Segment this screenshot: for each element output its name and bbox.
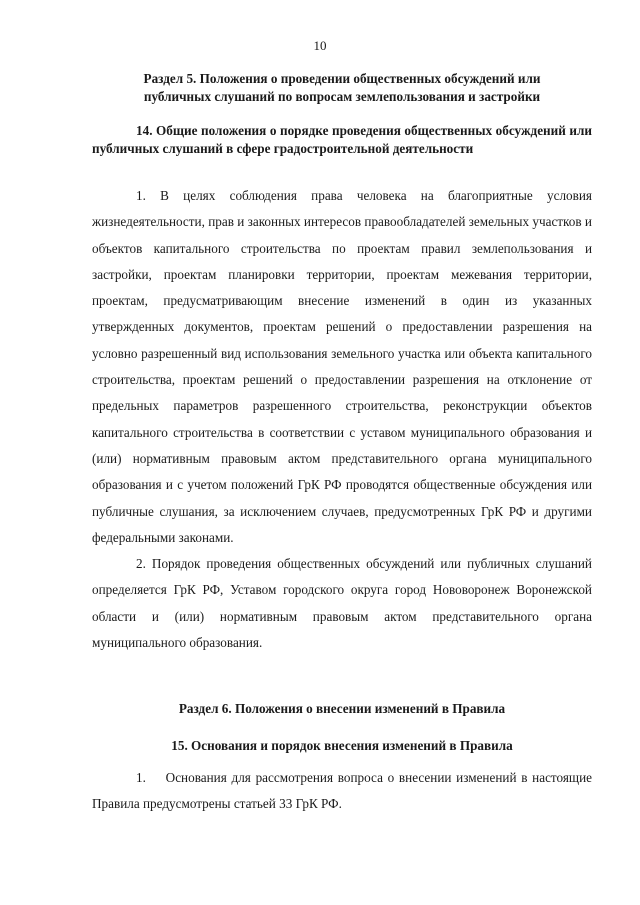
- section-5-heading-line-2: публичных слушаний по вопросам землепользования и застройки: [143, 89, 541, 104]
- section-5-heading: [92, 70, 592, 106]
- article-15-paragraph-1: 1. Основания для рассмотрения вопроса о внесении изменений в настоящие Правила предусмотрены статьей 33 ГрК РФ.: [92, 770, 592, 812]
- article-14-paragraph-2: 2. Порядок проведения общественных обсуждений или публичных слушаний определяется ГрК РФ, Уставом городского округа город Нововоронеж Воронежской области и (или) нормативным правовым актом представительного органа муниципального образования.: [92, 556, 592, 651]
- article-15-body: [92, 765, 592, 818]
- section-5-heading-line-1: Раздел 5. Положения о проведении общественных обсуждений или: [143, 71, 541, 86]
- page-number: 10: [313, 38, 327, 53]
- article-14-heading: 14. Общие положения о порядке проведения общественных обсуждений или публичных слушаний в сфере градостроительной деятельности: [92, 123, 592, 156]
- article-14-paragraph-1: 1. В целях соблюдения права человека на благоприятные условия жизнедеятельности, прав и законных интересов правообладателей земельных участков и объектов капитального строительства по проектам правил землепользования и застройки, проектам планировки территории, проектам межевания территории, проектам, предусматривающим внесение изменений в один из указанных утвержденных документов, проектам решений о предоставлении разрешения на условно разрешенный вид использования земельного участка или объекта капитального строительства, проектам решений о предоставлении разрешения на отклонение от предельных параметров разрешенного строительства, реконструкции объектов капитального строительства в соответствии с уставом муниципального образования и (или) нормативным правовым актом представительного органа муниципального образования и с учетом положений ГрК РФ проводятся общественные обсуждения или публичные слушания, за исключением случаев, предусмотренных ГрК РФ и другими федеральными законами.: [92, 188, 592, 545]
- article-15-heading: 15. Основания и порядок внесения изменений в Правила: [171, 738, 513, 753]
- section-6-heading: Раздел 6. Положения о внесении изменений в Правила: [178, 701, 506, 716]
- article-14-body: [92, 183, 592, 656]
